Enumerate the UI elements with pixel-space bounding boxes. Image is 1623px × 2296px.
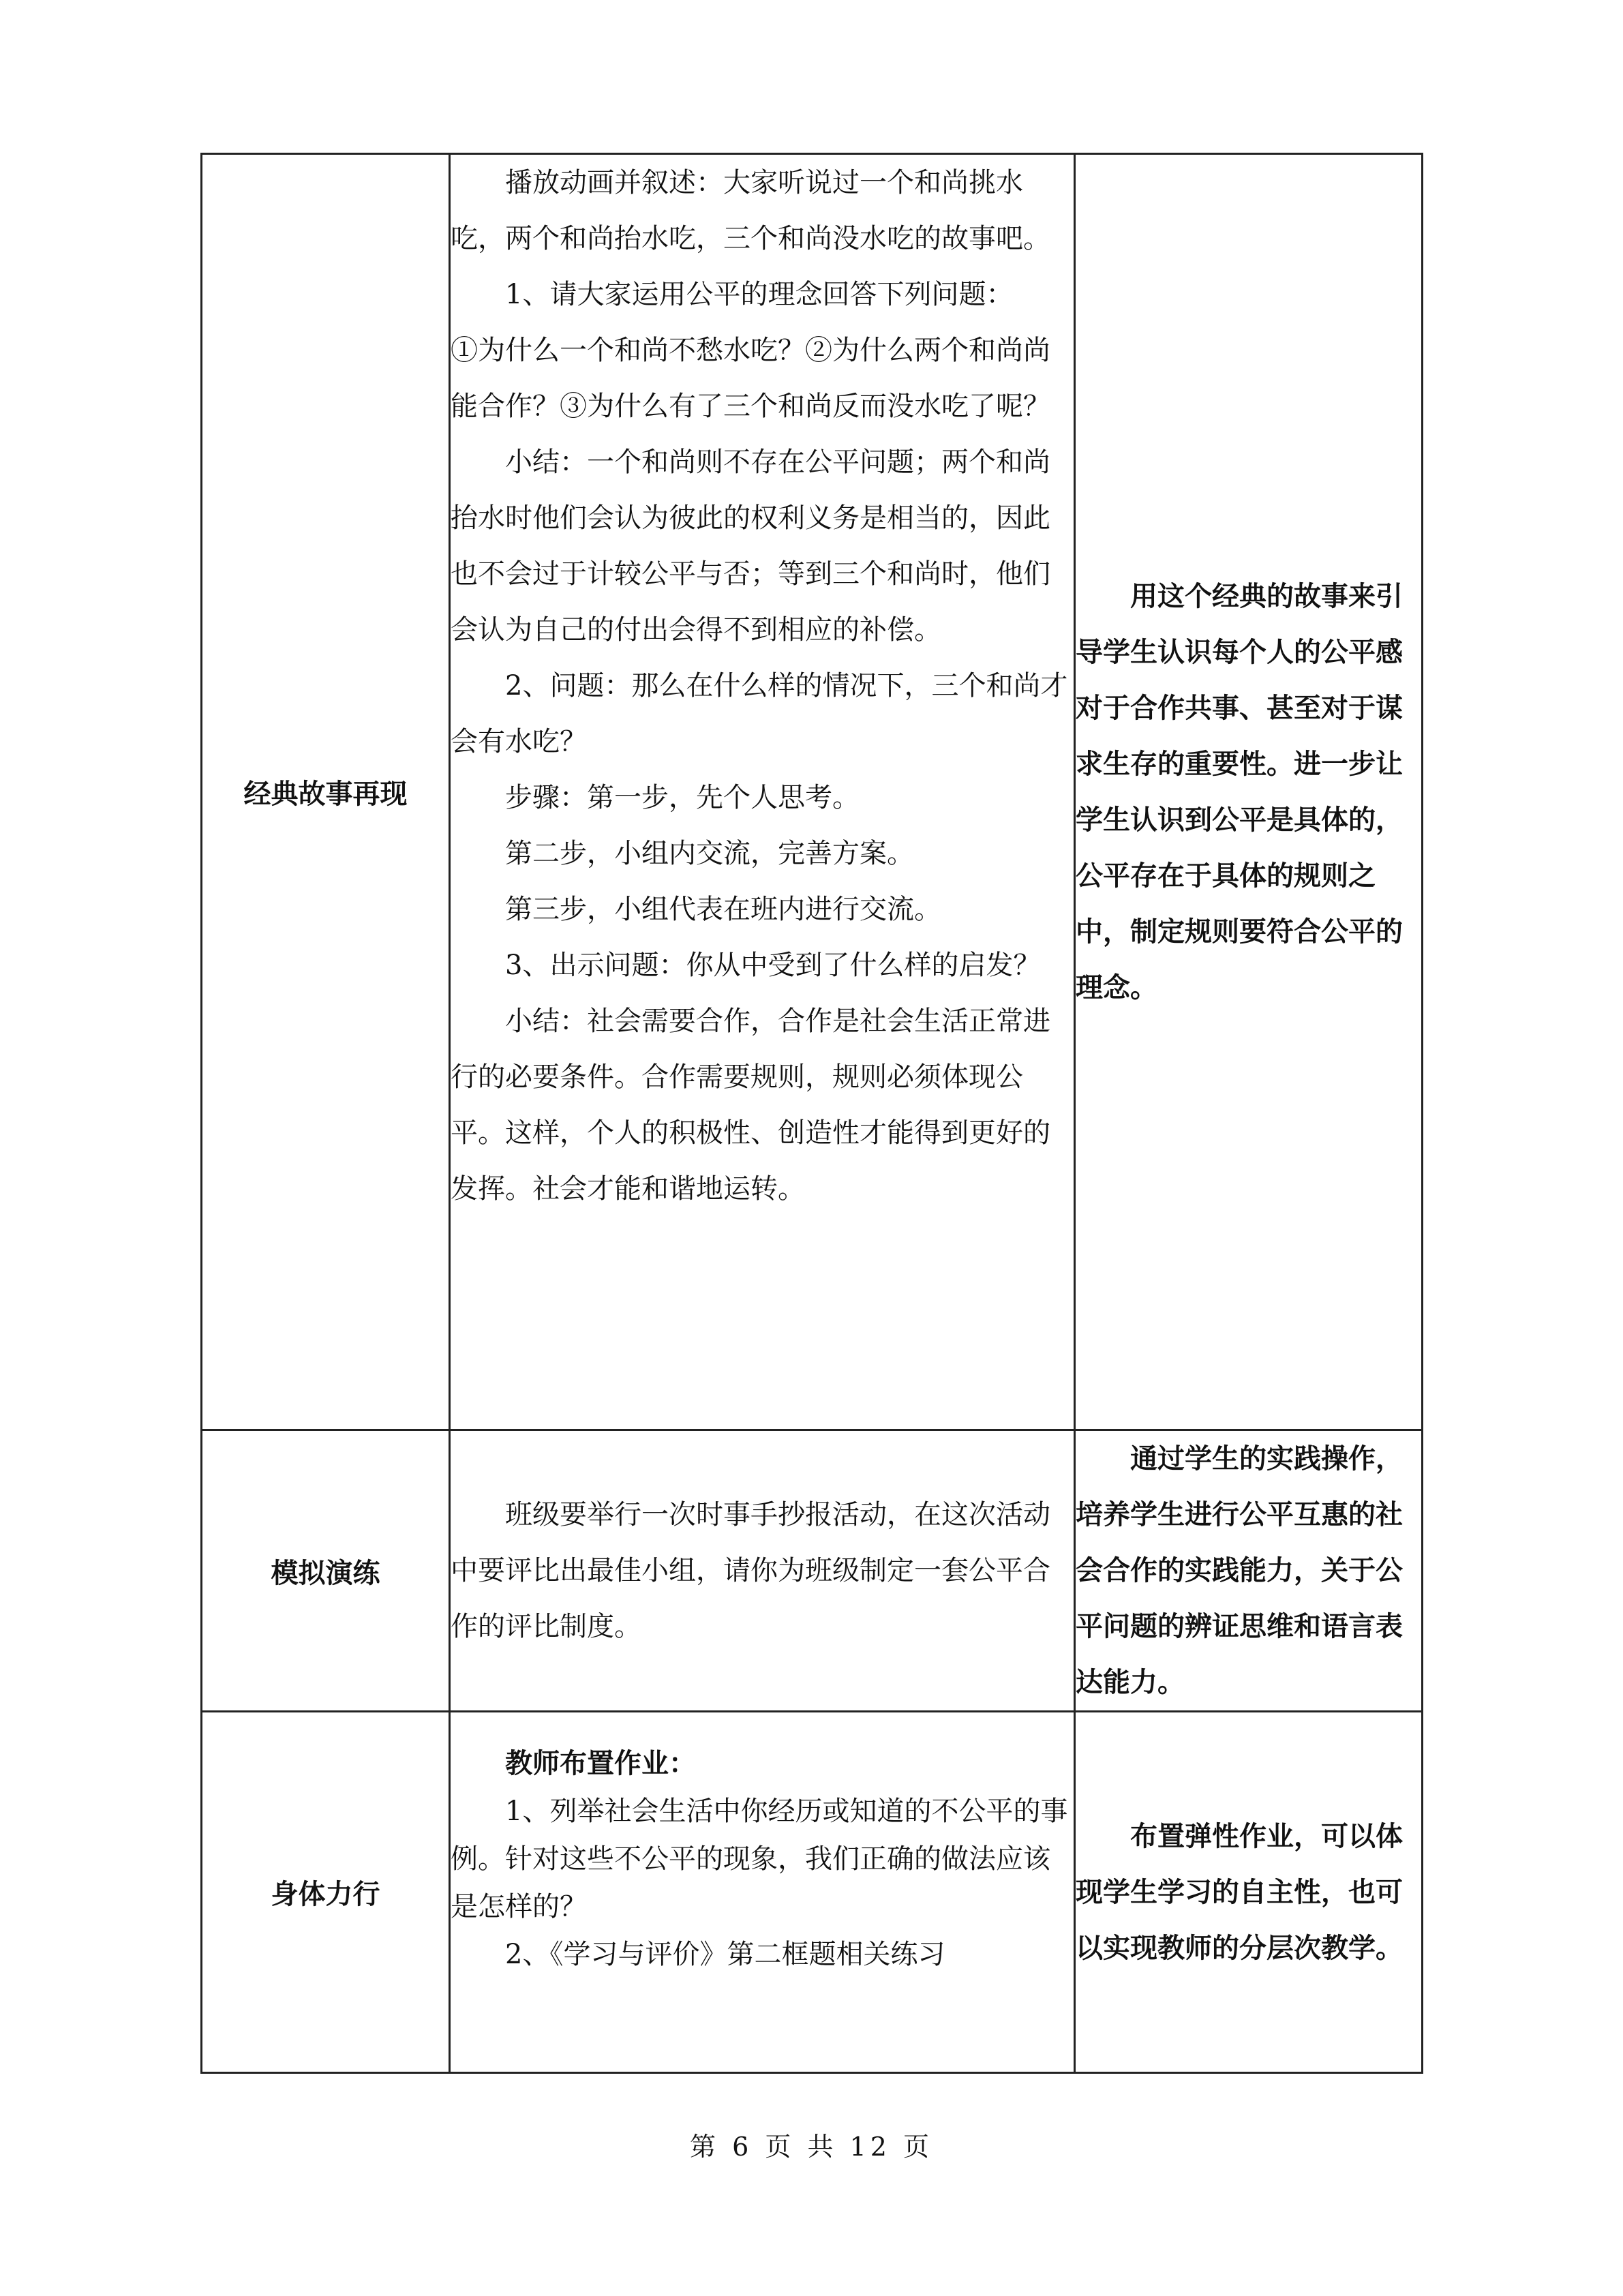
section-label: 身体力行 [202,1712,450,2073]
note-text: 通过学生的实践操作，培养学生进行公平互惠的社会合作的实践能力，关于公平问题的辨证思维和语言表达能力。 [1076,1443,1403,1698]
design-note [1075,154,1423,1430]
note-text: 布置弹性作业，可以体现学生学习的自主性，也可以实现教师的分层次教学。 [1076,1820,1403,1964]
paragraph: 2、问题：那么在什么样的情况下，三个和尚才会有水吃？ [451,670,1068,757]
section-content [450,154,1075,1430]
table-row [202,154,1423,1430]
paragraph: 2、《学习与评价》第二框题相关练习 [505,1939,945,1970]
paragraph: 3、出示问题：你从中受到了什么样的启发？ [505,950,1041,981]
paragraph: 小结：社会需要合作，合作是社会生活正常进行的必要条件。合作需要规则，规则必须体现公平。这样，个人的积极性、创造性才能得到更好的发挥。社会才能和谐地运转。 [451,1006,1050,1205]
paragraph: 播放动画并叙述：大家听说过一个和尚挑水吃，两个和尚抬水吃，三个和尚没水吃的故事吧。 [451,167,1050,254]
section-label: 模拟演练 [202,1430,450,1712]
paragraph: 第三步，小组代表在班内进行交流。 [505,894,941,925]
table-row [202,1430,1423,1712]
paragraph: 1、请大家运用公平的理念回答下列问题： [505,279,1014,310]
design-note [1075,1430,1423,1712]
lesson-plan-table [200,153,1423,2074]
paragraph: 小结：一个和尚则不存在公平问题；两个和尚抬水时他们会认为彼此的权利义务是相当的，因此也不会过于计较公平与否；等到三个和尚时，他们会认为自己的付出会得不到相应的补偿。 [451,447,1050,646]
table-row [202,1712,1423,2073]
homework-heading: 教师布置作业： [505,1748,696,1779]
paragraph: ①为什么一个和尚不愁水吃？②为什么两个和尚尚能合作？③为什么有了三个和尚反而没水吃了呢？ [451,335,1050,422]
page-footer: 第 6 页 共 12 页 [690,2132,933,2162]
paragraph: 班级要举行一次时事手抄报活动，在这次活动中要评比出最佳小组，请你为班级制定一套公平合作的评比制度。 [451,1499,1050,1642]
paragraph: 步骤：第一步，先个人思考。 [505,782,860,813]
paragraph: 1、列举社会生活中你经历或知道的不公平的事例。针对这些不公平的现象，我们正确的做法应该是怎样的？ [451,1796,1068,1922]
section-content [450,1430,1075,1712]
section-label: 经典故事再现 [202,154,450,1430]
design-note [1075,1712,1423,2073]
paragraph: 第二步，小组内交流，完善方案。 [505,838,914,869]
note-text: 用这个经典的故事来引导学生认识每个人的公平感对于合作共事、甚至对于谋求生存的重要性。进一步让学生认识到公平是具体的，公平存在于具体的规则之中，制定规则要符合公平的理念。 [1076,580,1403,1003]
section-content [450,1712,1075,2073]
